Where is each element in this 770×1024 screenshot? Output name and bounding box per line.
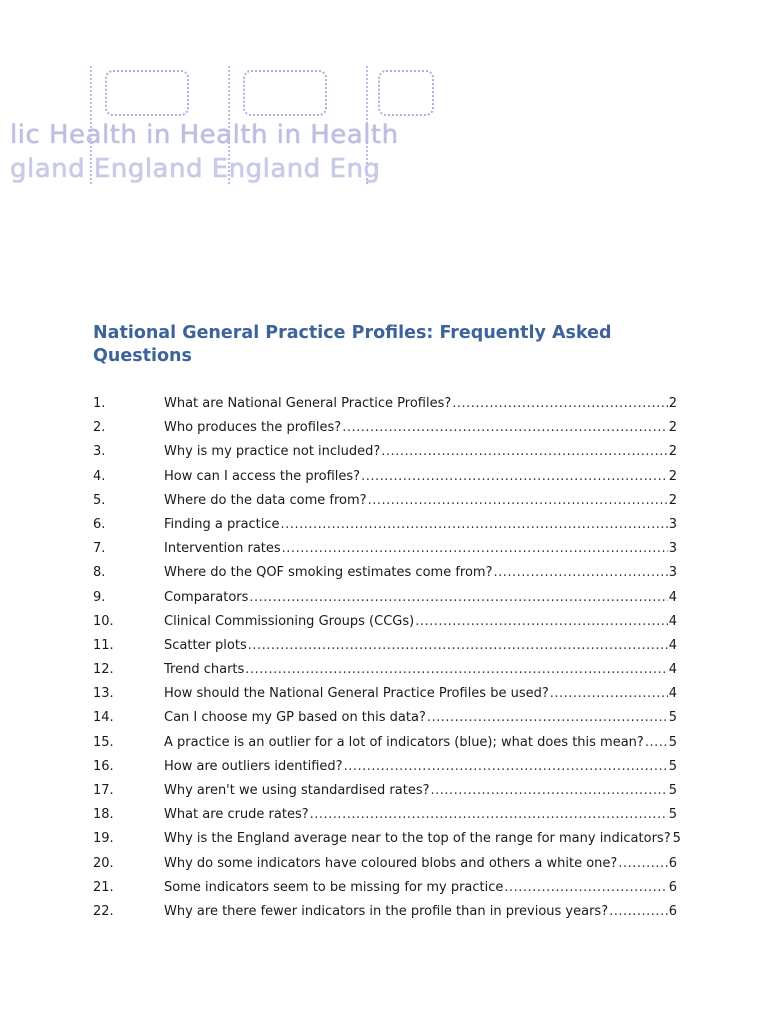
toc-entry-page[interactable]: 5 <box>668 807 677 823</box>
toc-entry-page[interactable]: 6 <box>668 879 677 895</box>
toc-entry-number: 3. <box>93 444 106 460</box>
toc-entry-number: 12. <box>93 662 114 678</box>
toc-dot-leader <box>381 440 667 464</box>
toc-dot-leader <box>248 634 668 658</box>
toc-entry-number: 15. <box>93 734 114 750</box>
toc-entry-label[interactable]: How can I access the profiles? <box>164 468 361 484</box>
toc-dot-leader <box>415 610 668 634</box>
toc-dot-leader <box>344 755 668 779</box>
toc-entry[interactable] <box>93 658 677 682</box>
toc-entry-number: 19. <box>93 831 114 847</box>
toc-entry[interactable] <box>93 634 677 658</box>
toc-entry[interactable] <box>93 779 677 803</box>
toc-entry-label[interactable]: Where do the data come from? <box>164 492 367 508</box>
toc-dot-leader <box>281 513 668 537</box>
toc-entry[interactable] <box>93 682 677 706</box>
toc-entry-page[interactable]: 2 <box>668 444 677 460</box>
toc-entry-page[interactable]: 4 <box>668 662 677 678</box>
toc-entry[interactable] <box>93 465 677 489</box>
toc-entry-label[interactable]: Why do some indicators have coloured blobs and others a white one? <box>164 855 618 871</box>
toc-entry[interactable] <box>93 537 677 561</box>
toc-entry-number: 1. <box>93 396 106 411</box>
toc-entry-page[interactable]: 3 <box>668 516 677 532</box>
toc-entry[interactable] <box>93 731 677 755</box>
toc-entry-page[interactable]: 6 <box>668 855 677 871</box>
toc-dot-leader <box>427 706 668 730</box>
toc-entry-page[interactable]: 4 <box>668 589 677 605</box>
toc-entry-page[interactable]: 2 <box>668 492 677 508</box>
toc-entry-number: 13. <box>93 686 114 702</box>
toc-entry-label[interactable]: Why is the England average near to the top of the range for many indicators? <box>164 831 671 847</box>
toc-entry-label[interactable]: Scatter plots <box>164 637 247 653</box>
toc-entry-label[interactable]: Comparators <box>164 589 249 605</box>
toc-dot-leader <box>504 876 667 900</box>
toc-entry-number: 9. <box>93 589 106 605</box>
toc-dot-leader <box>452 392 667 416</box>
toc-entry[interactable] <box>93 803 677 827</box>
toc-entry-page[interactable]: 5 <box>668 758 677 774</box>
toc-dot-leader <box>550 682 668 706</box>
toc-entry-number: 6. <box>93 516 106 532</box>
toc-entry-page[interactable]: 2 <box>668 420 677 436</box>
toc-entry-number: 21. <box>93 879 114 895</box>
toc-entry-label[interactable]: Why are there fewer indicators in the profile than in previous years? <box>164 903 609 919</box>
toc-dot-leader <box>249 586 667 610</box>
toc-entry-label[interactable]: Who produces the profiles? <box>164 420 342 436</box>
toc-entry[interactable] <box>93 513 677 537</box>
toc-entry[interactable] <box>93 440 677 464</box>
toc-entry-label[interactable]: Intervention rates <box>164 541 281 557</box>
toc-entry-number: 8. <box>93 565 106 581</box>
toc-entry-number: 18. <box>93 807 114 823</box>
toc-entry[interactable] <box>93 852 677 876</box>
toc-entry-label[interactable]: How should the National General Practice Profiles be used? <box>164 686 549 702</box>
toc-entry[interactable] <box>93 900 677 924</box>
crest-icon <box>378 70 434 116</box>
toc-dot-leader <box>245 658 667 682</box>
toc-dot-leader <box>493 561 667 585</box>
toc-entry-label[interactable]: Trend charts <box>164 662 245 678</box>
toc-entry-number: 14. <box>93 710 114 726</box>
toc-entry-label[interactable]: Some indicators seem to be missing for my practice <box>164 879 504 895</box>
toc-entry-number: 17. <box>93 783 114 798</box>
table-of-contents <box>93 392 681 924</box>
toc-entry-page[interactable]: 5 <box>668 783 677 798</box>
toc-entry-label[interactable]: What are National General Practice Profiles? <box>164 396 452 411</box>
toc-entry-number: 22. <box>93 903 114 919</box>
toc-entry-number: 7. <box>93 541 106 557</box>
toc-dot-leader <box>342 416 668 440</box>
toc-dot-leader <box>368 489 668 513</box>
toc-entry-page[interactable]: 4 <box>668 613 677 629</box>
toc-entry-page[interactable]: 2 <box>668 396 677 411</box>
toc-entry-page[interactable]: 6 <box>668 903 677 919</box>
toc-entry-page[interactable]: 5 <box>668 710 677 726</box>
toc-entry-page[interactable]: 5 <box>668 734 677 750</box>
toc-entry-number: 20. <box>93 855 114 871</box>
toc-entry-number: 10. <box>93 613 114 629</box>
toc-entry[interactable] <box>93 610 677 634</box>
phe-logo-watermark <box>10 62 435 188</box>
toc-entry-page[interactable]: 2 <box>668 468 677 484</box>
toc-entry-number: 11. <box>93 637 114 653</box>
toc-entry-label[interactable]: Why aren't we using standardised rates? <box>164 783 430 798</box>
toc-entry-label[interactable]: A practice is an outlier for a lot of indicators (blue); what does this mean? <box>164 734 644 750</box>
toc-entry[interactable] <box>93 755 677 779</box>
page-title: National General Practice Profiles: Frequently Asked Questions <box>93 323 612 366</box>
toc-entry-number: 2. <box>93 420 106 436</box>
toc-entry-label[interactable]: What are crude rates? <box>164 807 309 823</box>
toc-entry-number: 16. <box>93 758 114 774</box>
toc-entry[interactable] <box>93 561 677 585</box>
toc-dot-leader <box>645 731 668 755</box>
toc-entry-label[interactable]: How are outliers identified? <box>164 758 343 774</box>
toc-dot-leader <box>618 852 667 876</box>
toc-entry[interactable] <box>93 586 677 610</box>
toc-entry-label[interactable]: Where do the QOF smoking estimates come from? <box>164 565 493 581</box>
toc-entry-label[interactable]: Finding a practice <box>164 516 280 532</box>
toc-entry[interactable] <box>93 489 677 513</box>
toc-entry[interactable] <box>93 827 681 851</box>
toc-entry[interactable] <box>93 876 677 900</box>
toc-entry-page[interactable]: 4 <box>668 686 677 702</box>
logo-text-line2: gland England England Eng <box>10 154 381 184</box>
crest-icon <box>243 70 327 116</box>
toc-entry-page[interactable]: 3 <box>668 541 677 557</box>
toc-dot-leader <box>310 803 668 827</box>
crest-icon <box>105 70 189 116</box>
toc-entry-page[interactable]: 4 <box>668 637 677 653</box>
toc-entry-label[interactable]: Can I choose my GP based on this data? <box>164 710 426 726</box>
toc-entry[interactable] <box>93 392 677 416</box>
toc-entry-page[interactable]: 5 <box>672 831 681 847</box>
toc-dot-leader <box>361 465 668 489</box>
toc-dot-leader <box>431 779 668 803</box>
toc-entry-number: 4. <box>93 468 106 484</box>
toc-dot-leader <box>282 537 668 561</box>
toc-entry-number: 5. <box>93 492 106 508</box>
toc-dot-leader <box>609 900 668 924</box>
logo-text-line1: lic Health in Health in Health <box>10 120 399 150</box>
toc-entry[interactable] <box>93 416 677 440</box>
toc-entry-label[interactable]: Clinical Commissioning Groups (CCGs) <box>164 613 415 629</box>
toc-entry[interactable] <box>93 706 677 730</box>
toc-entry-page[interactable]: 3 <box>668 565 677 581</box>
toc-entry-label[interactable]: Why is my practice not included? <box>164 444 381 460</box>
